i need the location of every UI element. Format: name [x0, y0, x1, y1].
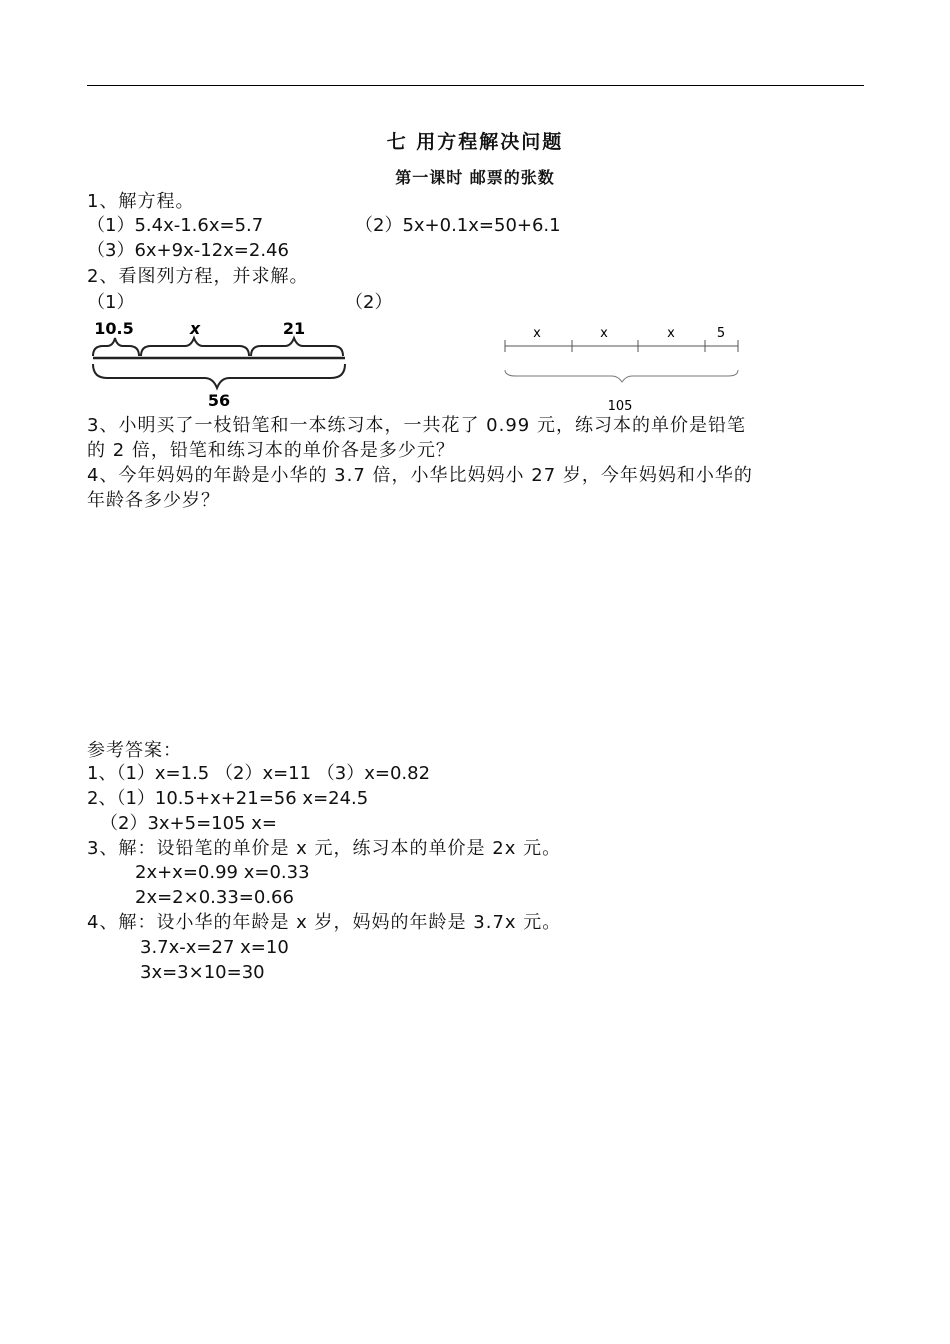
- diagram1-total-label: 56: [207, 391, 231, 410]
- q2-label-1: （1）: [87, 292, 135, 313]
- page-title: 七 用方程解决问题: [386, 131, 564, 153]
- diagram1-brace-left: [93, 338, 139, 356]
- q4-line-2: 年龄各多少岁？: [87, 490, 220, 511]
- diagram2-segment-2-label: x: [600, 326, 608, 341]
- answer-1: 1、（1）x=1.5 （2）x=11 （3）x=0.82: [87, 763, 431, 784]
- q1-part1: （1）5.4x-1.6x=5.7: [87, 215, 264, 236]
- diagram1-right-label: 21: [282, 319, 306, 338]
- q1-part2: （2）5x+0.1x=50+6.1: [355, 215, 561, 236]
- diagram1-middle-label: x: [189, 319, 201, 338]
- diagram2-segment-3-label: x: [667, 326, 675, 341]
- answer-3-line-3: 2x=2×0.33=0.66: [135, 887, 294, 908]
- q4-line-1: 4、今年妈妈的年龄是小华的 3.7 倍，小华比妈妈小 27 岁，今年妈妈和小华的: [87, 465, 753, 486]
- diagram2-total-label: 105: [607, 399, 633, 414]
- q2-label-2: （2）: [345, 292, 393, 313]
- page-subtitle: 第一课时 邮票的张数: [395, 168, 555, 187]
- answers-heading: 参考答案：: [87, 740, 182, 761]
- header-rule: [87, 85, 864, 86]
- q1-part3: （3）6x+9x-12x=2.46: [87, 240, 289, 261]
- answer-4-line-1: 4、解：设小华的年龄是 x 岁，妈妈的年龄是 3.7x 元。: [87, 912, 562, 933]
- diagram1-brace-total: [93, 364, 345, 388]
- diagram1-brace-right: [251, 338, 343, 356]
- q2-heading: 2、看图列方程，并求解。: [87, 266, 309, 287]
- q1-heading: 1、解方程。: [87, 191, 195, 212]
- diagram1-brace-middle: [141, 338, 249, 356]
- diagram2-segment-4-label: 5: [716, 326, 726, 341]
- diagram2-segment-1-label: x: [533, 326, 541, 341]
- q3-line-1: 3、小明买了一枝铅笔和一本练习本，一共花了 0.99 元，练习本的单价是铅笔: [87, 415, 746, 436]
- answer-2-part2: （2）3x+5=105 x=: [100, 813, 277, 834]
- answer-2-part1: 2、（1）10.5+x+21=56 x=24.5: [87, 788, 369, 809]
- answer-3-line-1: 3、解：设铅笔的单价是 x 元，练习本的单价是 2x 元。: [87, 838, 562, 859]
- answer-3-line-2: 2x+x=0.99 x=0.33: [135, 862, 310, 883]
- answer-4-line-3: 3x=3×10=30: [140, 962, 265, 983]
- diagram1-left-label: 10.5: [94, 319, 134, 338]
- diagram2-brace-total: [505, 370, 738, 382]
- diagram-2: [500, 318, 750, 418]
- q3-line-2: 的 2 倍，铅笔和练习本的单价各是多少元？: [87, 440, 455, 461]
- diagram-1: [87, 312, 352, 412]
- answer-4-line-2: 3.7x-x=27 x=10: [140, 937, 289, 958]
